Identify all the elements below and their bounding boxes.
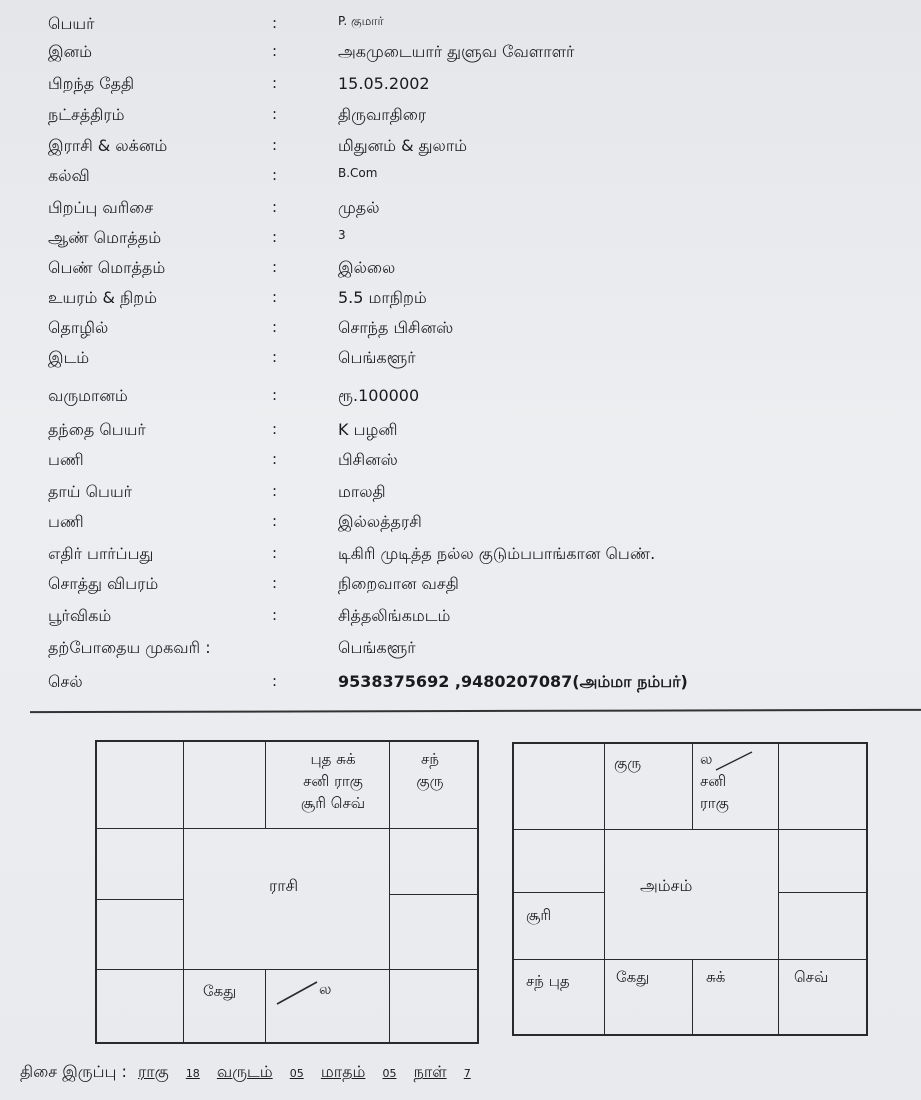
field-colon: : <box>272 166 278 184</box>
biodata-row <box>0 228 921 258</box>
field-value: அகமுடையார் துளுவ வேளாளர் <box>338 42 575 61</box>
field-value: திருவாதிரை <box>338 105 427 124</box>
field-label: இனம் <box>48 42 92 61</box>
field-value: சொந்த பிசினஸ் <box>338 318 454 337</box>
field-label: பூர்விகம் <box>48 606 112 625</box>
field-colon: : <box>272 544 278 562</box>
biodata-row <box>0 42 921 72</box>
biodata-row <box>0 482 921 512</box>
field-value: பிசினஸ் <box>338 450 398 469</box>
grid-line <box>265 969 266 1042</box>
biodata-row <box>0 105 921 135</box>
field-label: தொழில் <box>48 318 109 337</box>
grid-line <box>514 829 866 830</box>
field-label: பணி <box>48 512 84 531</box>
field-label: உயரம் & நிறம் <box>48 288 158 307</box>
field-value: இல்லை <box>338 258 396 277</box>
dasa-label: திசை இருப்பு : <box>20 1062 127 1081</box>
field-colon: : <box>272 136 278 154</box>
field-value: 9538375692 ,9480207087(அம்மா நம்பர்) <box>338 672 688 691</box>
biodata-row <box>0 348 921 378</box>
field-colon: : <box>272 386 278 404</box>
grid-line <box>514 959 866 960</box>
field-colon: : <box>272 574 278 592</box>
field-label: பிறப்பு வரிசை <box>48 198 154 217</box>
field-colon: : <box>272 420 278 438</box>
dasa-months-word: மாதம் <box>320 1062 366 1081</box>
biodata-row <box>0 450 921 480</box>
grid-line <box>514 892 604 893</box>
field-label: தந்தை பெயர் <box>48 420 146 439</box>
field-value: 15.05.2002 <box>338 74 430 93</box>
field-colon: : <box>272 258 278 276</box>
biodata-row <box>0 198 921 228</box>
field-label: நட்சத்திரம் <box>48 105 125 124</box>
biodata-row <box>0 606 921 636</box>
field-label: கல்வி <box>48 166 90 185</box>
field-label: தற்போதைய முகவரி : <box>48 638 211 657</box>
field-colon: : <box>272 228 278 246</box>
grid-line <box>604 744 605 1034</box>
biodata-row <box>0 318 921 348</box>
rasi-cell-bot-b: கேது <box>203 982 237 1000</box>
biodata-row <box>0 14 921 44</box>
amsam-chart <box>512 742 868 1036</box>
field-value: டிகிரி முடித்த நல்ல குடும்பபாங்கான பெண். <box>338 544 656 563</box>
amsam-cell-bot-d: செவ் <box>794 968 829 986</box>
grid-line <box>778 744 779 1034</box>
field-value: மாலதி <box>338 482 386 501</box>
rasi-cell-top-c: புத சுக் சனி ராகு சூரி செவ் <box>300 750 366 812</box>
field-label: செல் <box>48 672 83 691</box>
grid-line <box>265 742 266 828</box>
field-colon: : <box>272 512 278 530</box>
dasa-balance <box>20 1062 477 1083</box>
grid-line <box>692 744 693 829</box>
field-value: B.Com <box>338 166 378 180</box>
grid-line <box>97 828 477 829</box>
rasi-cell-top-r: சந் குரு <box>416 750 444 790</box>
field-label: ஆண் மொத்தம் <box>48 228 162 247</box>
grid-line <box>389 894 477 895</box>
grid-line <box>97 969 477 970</box>
field-colon: : <box>272 288 278 306</box>
field-colon: : <box>272 74 278 92</box>
dasa-days: 05 <box>382 1067 397 1080</box>
field-label: தாய் பெயர் <box>48 482 133 501</box>
lagna-slash-mark <box>714 750 754 774</box>
grid-line <box>183 742 184 1042</box>
amsam-cell-bot-a: சந் புத <box>526 972 570 990</box>
lagna-slash-mark <box>273 978 323 1008</box>
rasi-cell-bot-c: ல <box>319 980 332 998</box>
field-colon: : <box>272 42 278 60</box>
field-colon: : <box>272 482 278 500</box>
field-label: பணி <box>48 450 84 469</box>
dasa-days-word: நாள் <box>413 1062 447 1081</box>
dasa-months: 05 <box>289 1067 304 1080</box>
field-label: பெண் மொத்தம் <box>48 258 166 277</box>
biodata-row <box>0 420 921 450</box>
field-value: இல்லத்தரசி <box>338 512 422 531</box>
dasa-planet: ராகு <box>137 1062 169 1081</box>
field-colon: : <box>272 606 278 624</box>
grid-line <box>389 742 390 1042</box>
field-value: K பழனி <box>338 420 398 439</box>
biodata-row <box>0 166 921 196</box>
field-value: P. குமார் <box>338 14 384 28</box>
field-colon: : <box>272 318 278 336</box>
field-value: முதல் <box>338 198 380 217</box>
biodata-row <box>0 672 921 702</box>
field-label: பெயர் <box>48 14 95 33</box>
dasa-years: 18 <box>185 1067 200 1080</box>
field-value: மிதுனம் & துலாம் <box>338 136 468 155</box>
biodata-row <box>0 258 921 288</box>
biodata-row <box>0 574 921 604</box>
amsam-cell-mid-l: சூரி <box>526 906 552 924</box>
field-colon: : <box>272 105 278 123</box>
field-colon: : <box>272 14 278 32</box>
biodata-row <box>0 386 921 416</box>
field-colon: : <box>272 672 278 690</box>
biodata-row <box>0 544 921 574</box>
biodata-row <box>0 512 921 542</box>
biodata-row <box>0 288 921 318</box>
field-label: இடம் <box>48 348 90 367</box>
grid-line <box>97 899 183 900</box>
field-label: வருமானம் <box>48 386 128 405</box>
field-label: இராசி & லக்னம் <box>48 136 168 155</box>
biodata-row <box>0 638 921 668</box>
dasa-years-word: வருடம் <box>216 1062 273 1081</box>
grid-line <box>692 959 693 1034</box>
field-value: ரூ.100000 <box>338 386 420 405</box>
field-value: 3 <box>338 228 346 242</box>
amsam-title: அம்சம் <box>640 876 693 895</box>
amsam-cell-top-b: குரு <box>614 754 642 772</box>
field-value: சித்தலிங்கமடம் <box>338 606 451 625</box>
section-divider <box>30 709 921 713</box>
amsam-cell-top-c: ல சனி ராகு <box>700 750 729 812</box>
field-colon: : <box>272 198 278 216</box>
field-colon: : <box>272 348 278 366</box>
field-label: பிறந்த தேதி <box>48 74 135 93</box>
field-label: சொத்து விபரம் <box>48 574 159 593</box>
amsam-cell-bot-c: சுக் <box>706 968 726 986</box>
rasi-title: ராசி <box>269 876 299 895</box>
field-value: பெங்களூர் <box>338 348 416 367</box>
grid-line <box>778 892 866 893</box>
field-value: பெங்களூர் <box>338 638 416 657</box>
dasa-extra: 7 <box>463 1067 471 1080</box>
field-colon: : <box>272 450 278 468</box>
biodata-row <box>0 136 921 166</box>
field-value: 5.5 மாநிறம் <box>338 288 427 307</box>
amsam-cell-bot-b: கேது <box>616 968 650 986</box>
biodata-row <box>0 74 921 104</box>
rasi-chart <box>95 740 479 1044</box>
field-value: நிறைவான வசதி <box>338 574 459 593</box>
field-label: எதிர் பார்ப்பது <box>48 544 154 563</box>
